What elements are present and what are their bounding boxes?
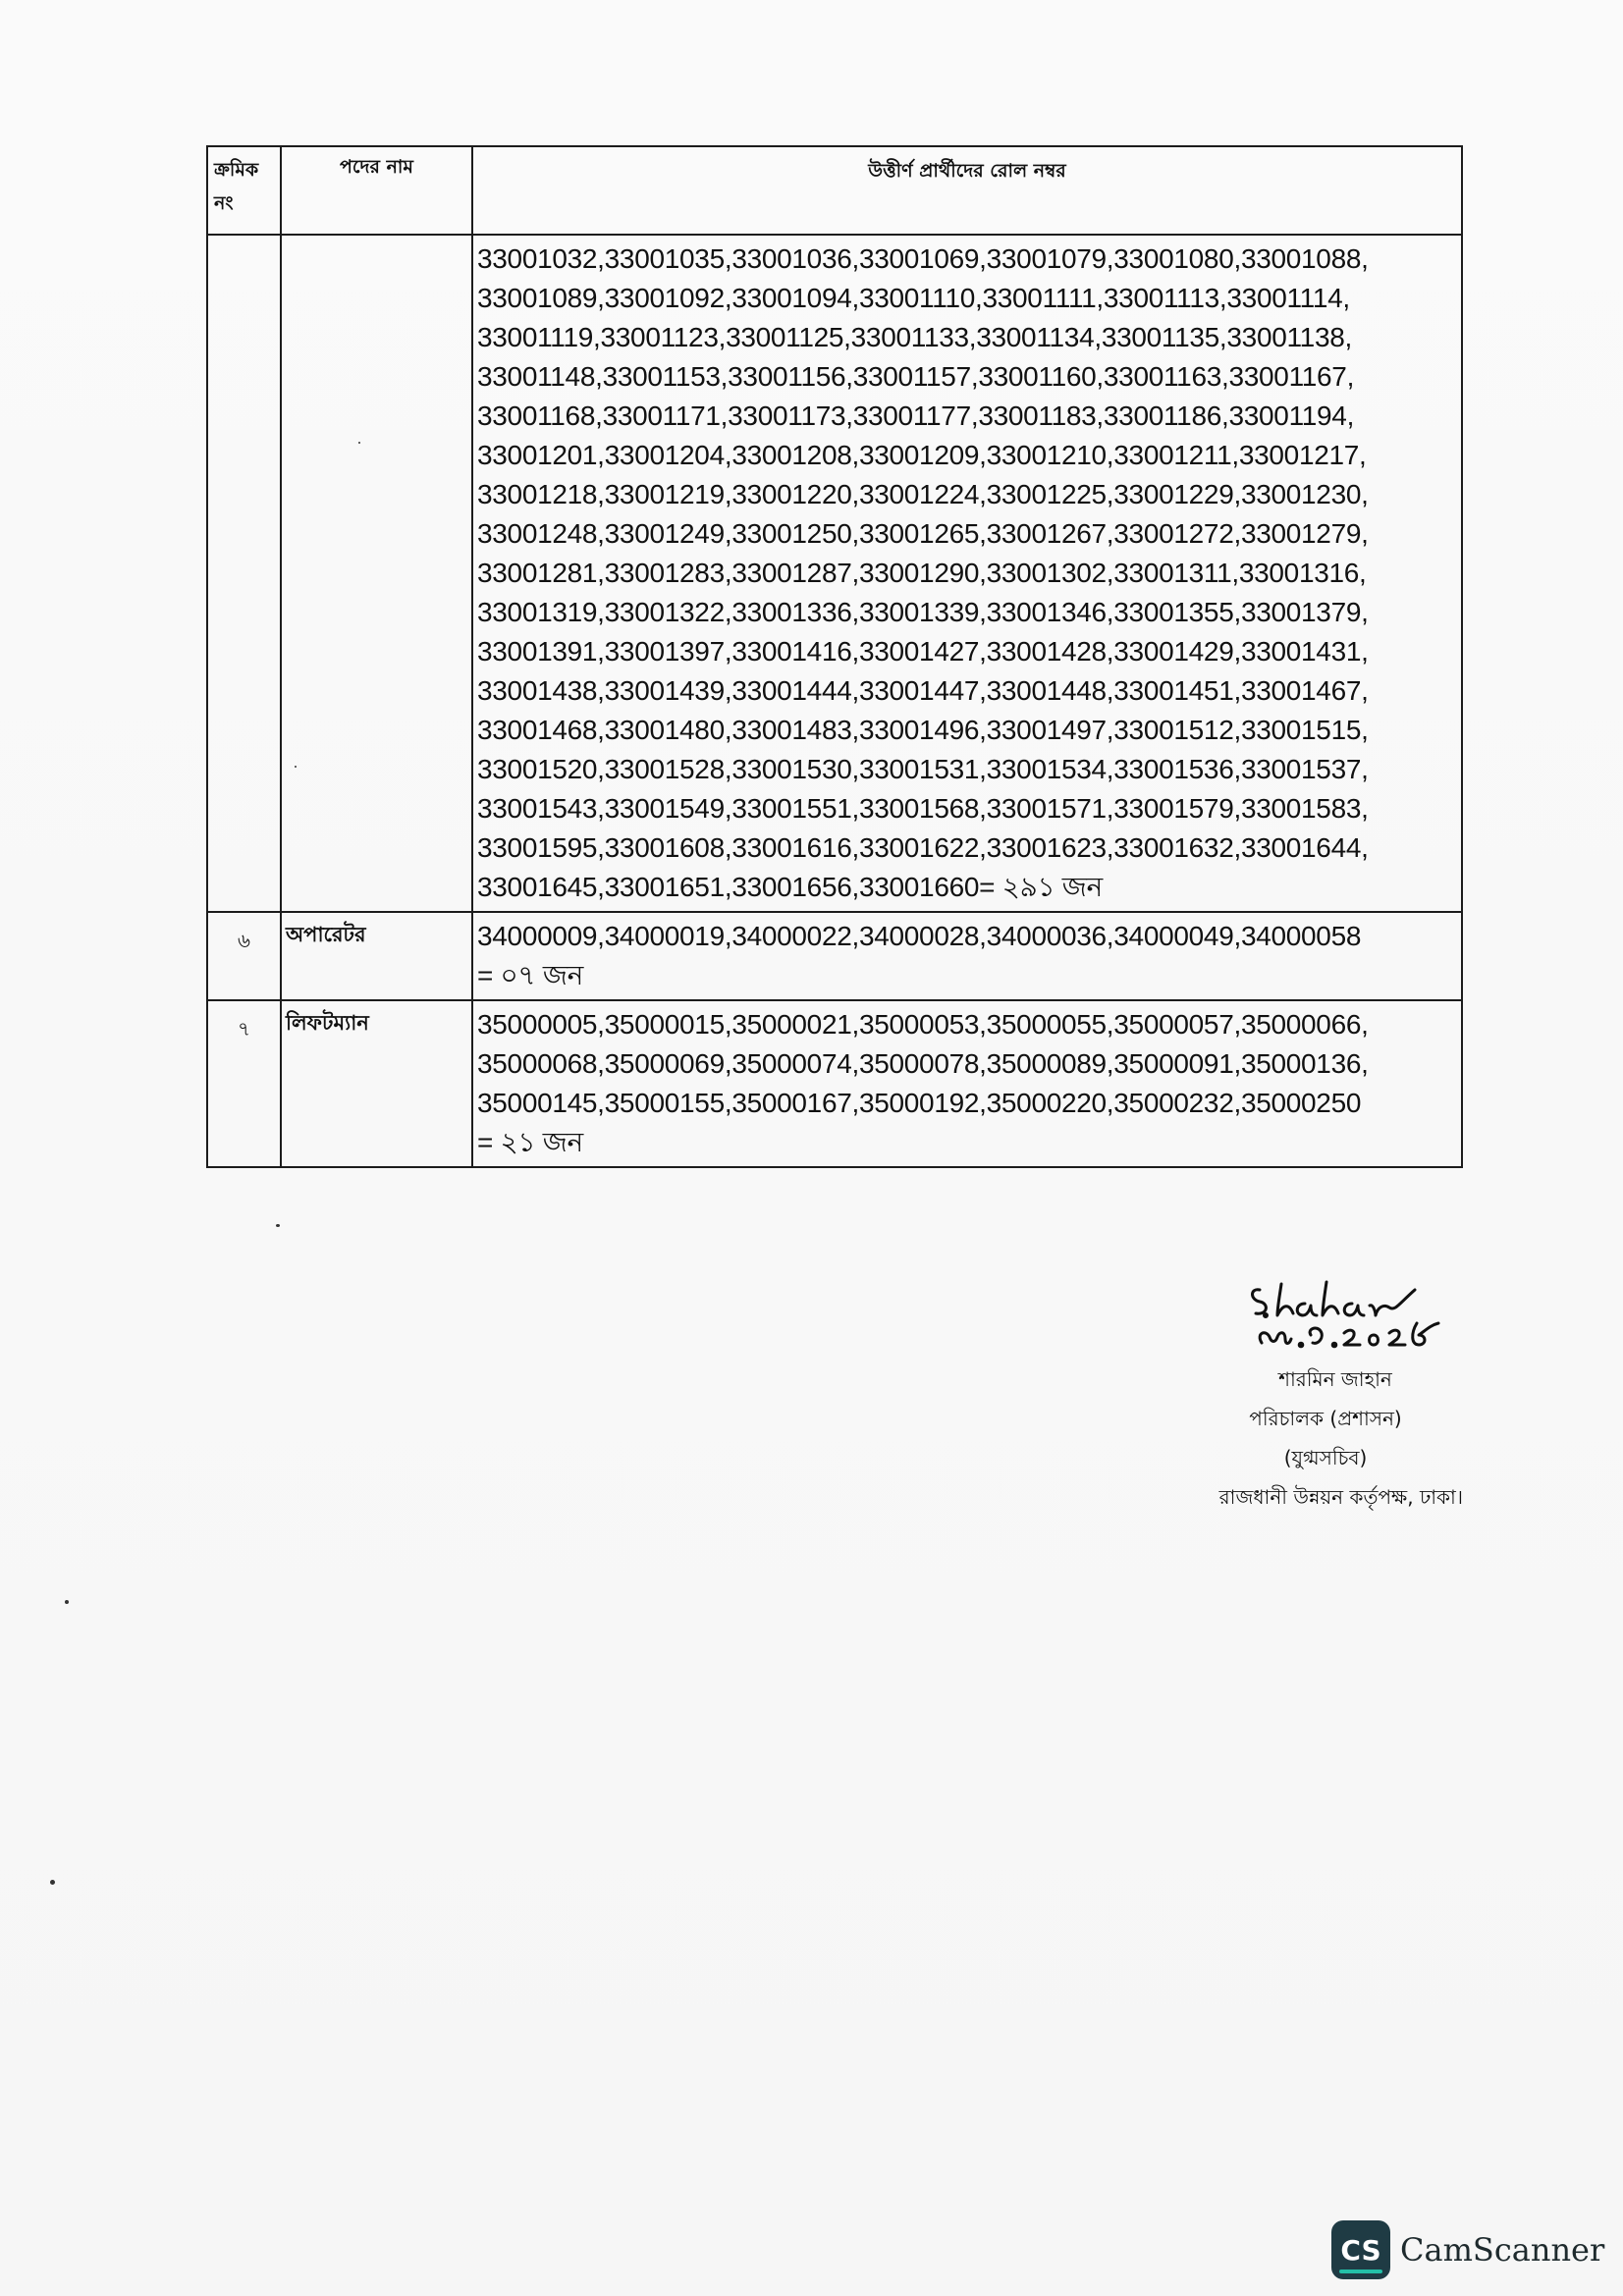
camscanner-brand: CamScanner xyxy=(1400,2231,1605,2269)
signature-block xyxy=(1149,1360,1463,1517)
speck xyxy=(50,1880,55,1885)
row-roll-numbers xyxy=(472,1000,1462,1167)
roll-line: 33001543,33001549,33001551,33001568,33001571,33001579,33001583, xyxy=(477,793,1369,824)
row-post-name xyxy=(281,235,472,912)
roll-line: 33001468,33001480,33001483,33001496,33001497,33001512,33001515, xyxy=(477,715,1369,745)
roll-line: 33001520,33001528,33001530,33001531,33001534,33001536,33001537, xyxy=(477,754,1369,784)
roll-line: 33001089,33001092,33001094,33001110,33001111,33001113,33001114, xyxy=(477,283,1350,313)
signatory-rank: (যুগ্মসচিব) xyxy=(1283,1446,1368,1469)
roll-line: = ২১ জন xyxy=(477,1127,583,1157)
table-row xyxy=(207,235,1462,912)
roll-line: 34000009,34000019,34000022,34000028,34000036,34000049,34000058 xyxy=(477,921,1362,951)
roll-line: 35000145,35000155,35000167,35000192,35000220,35000232,35000250 xyxy=(477,1088,1362,1118)
table-header-row xyxy=(207,146,1462,235)
row-serial: ৭ xyxy=(207,1000,281,1167)
handwritten-signature xyxy=(1242,1274,1458,1367)
roll-line: 33001595,33001608,33001616,33001622,33001623,33001632,33001644, xyxy=(477,832,1369,863)
signatory-designation: পরিচালক (প্রশাসন) xyxy=(1249,1407,1402,1430)
results-table xyxy=(206,145,1463,1168)
row-roll-numbers xyxy=(472,912,1462,1000)
camscanner-logo-icon: CS xyxy=(1331,2220,1390,2279)
roll-line: 33001168,33001171,33001173,33001177,33001183,33001186,33001194, xyxy=(477,400,1355,431)
speck xyxy=(358,442,360,444)
row-serial: ৬ xyxy=(207,912,281,1000)
row-roll-numbers xyxy=(472,235,1462,912)
roll-line: 33001148,33001153,33001156,33001157,33001160,33001163,33001167, xyxy=(477,361,1355,392)
roll-line: 33001201,33001204,33001208,33001209,33001210,33001211,33001217, xyxy=(477,440,1367,470)
roll-line: 33001438,33001439,33001444,33001447,33001448,33001451,33001467, xyxy=(477,675,1369,706)
signatory-office: রাজধানী উন্নয়ন কর্তৃপক্ষ, ঢাকা। xyxy=(1218,1485,1463,1509)
roll-line: 33001119,33001123,33001125,33001133,33001134,33001135,33001138, xyxy=(477,322,1352,352)
roll-line: = ০৭ জন xyxy=(477,960,583,990)
roll-line: 33001248,33001249,33001250,33001265,33001267,33001272,33001279, xyxy=(477,518,1369,549)
speck xyxy=(276,1224,280,1227)
signatory-name: শারমিন জাহান xyxy=(1278,1367,1392,1391)
roll-line: 33001032,33001035,33001036,33001069,33001079,33001080,33001088, xyxy=(477,243,1369,274)
table-row xyxy=(207,912,1462,1000)
roll-line: 35000068,35000069,35000074,35000078,35000089,35000091,35000136, xyxy=(477,1048,1369,1079)
roll-line: 33001391,33001397,33001416,33001427,33001428,33001429,33001431, xyxy=(477,636,1369,667)
speck xyxy=(295,766,297,768)
header-roll-numbers: উত্তীর্ণ প্রার্থীদের রোল নম্বর xyxy=(472,146,1462,235)
header-post-name: পদের নাম xyxy=(281,146,472,235)
roll-line: 33001218,33001219,33001220,33001224,33001225,33001229,33001230, xyxy=(477,479,1369,509)
table-row xyxy=(207,1000,1462,1167)
roll-line: 33001281,33001283,33001287,33001290,33001302,33001311,33001316, xyxy=(477,558,1367,588)
roll-line: 33001645,33001651,33001656,33001660= ২৯১ জন xyxy=(477,872,1103,902)
camscanner-watermark xyxy=(1331,2220,1604,2279)
row-post-name: লিফটম্যান xyxy=(281,1000,472,1167)
roll-line: 35000005,35000015,35000021,35000053,35000055,35000057,35000066, xyxy=(477,1009,1369,1040)
table-body xyxy=(207,235,1462,1167)
speck xyxy=(65,1600,69,1604)
row-post-name: অপারেটর xyxy=(281,912,472,1000)
row-serial xyxy=(207,235,281,912)
roll-line: 33001319,33001322,33001336,33001339,33001346,33001355,33001379, xyxy=(477,597,1369,627)
header-serial: ক্রমিক নং xyxy=(207,146,281,235)
